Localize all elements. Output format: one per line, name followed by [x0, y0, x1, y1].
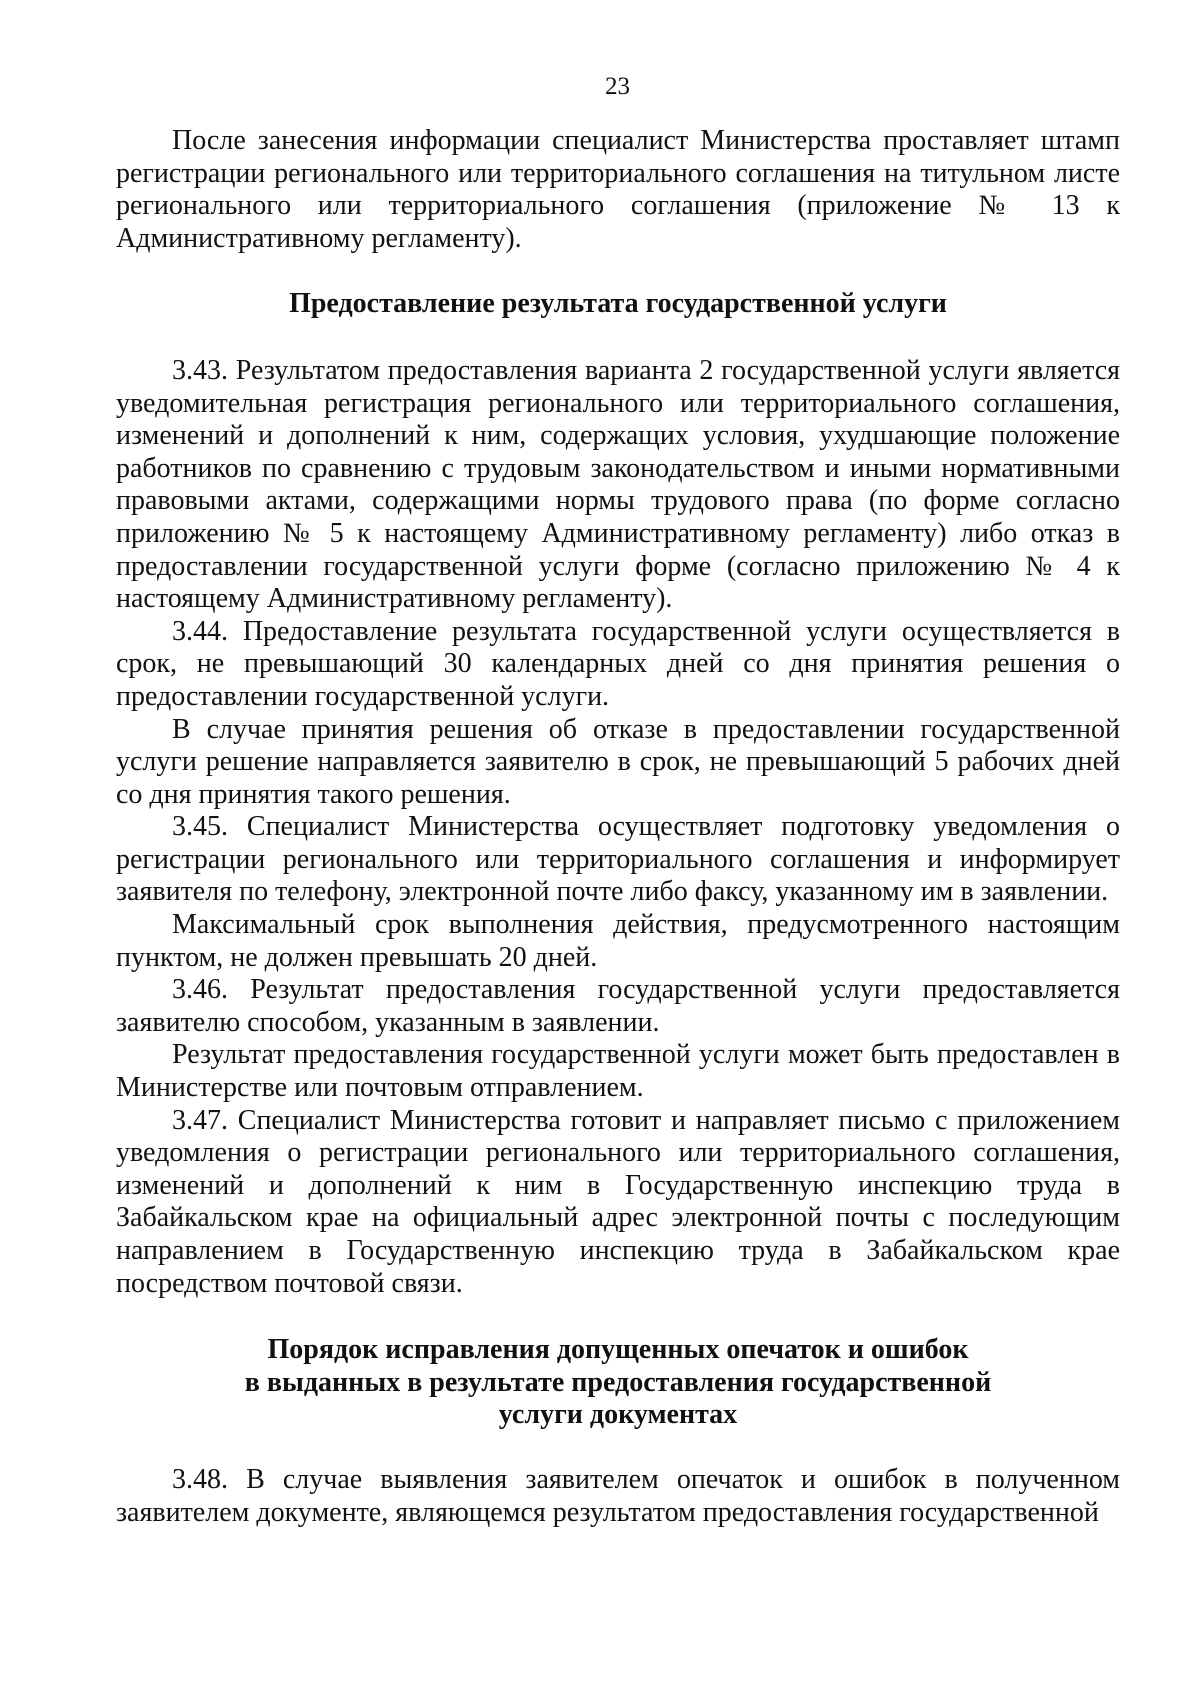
paragraph-3-45: 3.45. Специалист Министерства осуществляет подготовку уведомления о регистрации регионального или территориального соглашения и информирует заявителя по телефону, электронной почте либо факсу, указанному им в заявлении. [116, 811, 1120, 908]
section-heading-corrections [116, 1334, 1120, 1432]
heading-line: услуги документах [498, 1399, 738, 1431]
paragraph-3-43: 3.43. Результатом предоставления варианта 2 государственной услуги является уведомительная регистрация регионального или территориального соглашения, изменений и дополнений к ним, содержащих условия, ухудшающие положение работников по сравнению с трудовым законодательством и иными нормативными правовыми актами, содержащими нормы трудового права (по форме согласно приложению № 5 к настоящему Административному регламенту) либо отказ в предоставлении государственной услуги форме (согласно приложению № 4 к настоящему Административному регламенту). [116, 354, 1120, 615]
paragraph-3-48: 3.48. В случае выявления заявителем опечаток и ошибок в полученном заявителем документе, являющемся результатом предоставления государственной [116, 1463, 1120, 1528]
document-body [116, 125, 1120, 1529]
paragraph-3-47: 3.47. Специалист Министерства готовит и направляет письмо с приложением уведомления о регистрации регионального или территориального соглашения, изменений и дополнений к ним в Государственную инспекцию труда в Забайкальском крае на официальный адрес электронной почты с последующим направлением в Государственную инспекцию труда в Забайкальском крае посредством почтовой связи. [116, 1104, 1120, 1299]
paragraph-refusal-decision: В случае принятия решения об отказе в предоставлении государственной услуги решение направляется заявителю в срок, не превышающий 5 рабочих дней со дня принятия такого решения. [116, 713, 1120, 810]
paragraph-result-delivery: Результат предоставления государственной услуги может быть предоставлен в Министерстве или почтовым отправлением. [116, 1039, 1120, 1104]
paragraph-max-term: Максимальный срок выполнения действия, предусмотренного настоящим пунктом, не должен превышать 20 дней. [116, 909, 1120, 973]
heading-line: в выданных в результате предоставления государственной [244, 1366, 992, 1398]
paragraph-3-46: 3.46. Результат предоставления государственной услуги предоставляется заявителю способом, указанным в заявлении. [116, 974, 1120, 1038]
page-number: 23 [605, 73, 630, 100]
paragraph-3-44: 3.44. Предоставление результата государственной услуги осуществляется в срок, не превышающий 30 календарных дней со дня принятия решения о предоставлении государственной услуги. [116, 615, 1120, 712]
heading-line: Порядок исправления допущенных опечаток и ошибок [267, 1334, 969, 1366]
paragraph-registration-stamp: После занесения информации специалист Министерства проставляет штамп регистрации регионального или территориального соглашения на титульном листе регионального или территориального соглашения (приложение № 13 к Административному регламенту). [116, 125, 1120, 254]
section-heading-result: Предоставление результата государственной услуги [289, 288, 947, 320]
